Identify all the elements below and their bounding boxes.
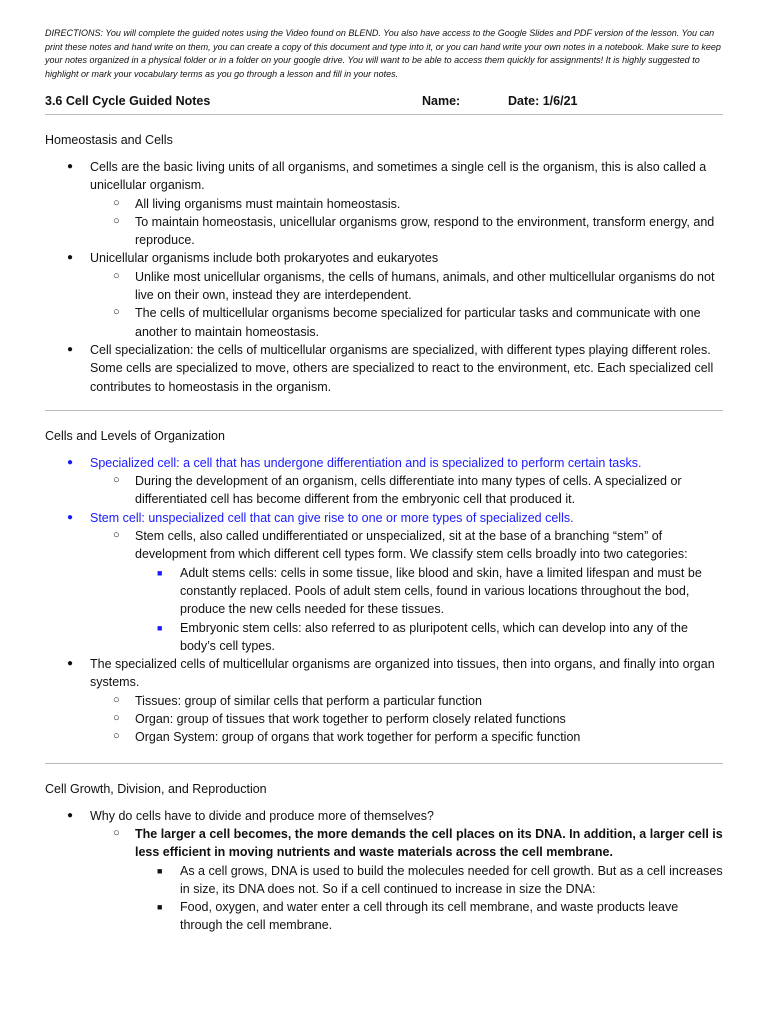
sub-sub-list-item (135, 862, 723, 899)
disc-bullet-icon: ● (67, 809, 74, 821)
sub-sub-bullet-list (135, 862, 723, 935)
sub-list-item-text: The cells of multicellular organisms become specialized for particular tasks and communicate with one another to maintain homeostasis. (135, 306, 701, 339)
square-bullet-icon: ■ (157, 865, 163, 876)
square-bullet-icon: ■ (157, 622, 163, 633)
sub-list-item-text: During the development of an organism, cells differentiate into many types of cells. A specialized or differentiated cell has become different from the embryonic cell that produced it. (135, 474, 682, 507)
circle-bullet-icon: ○ (113, 730, 120, 743)
sub-list-item-text: The larger a cell becomes, the more demands the cell places on its DNA. In addition, a larger cell is less efficient in moving nutrients and waste materials across the cell membrane. (135, 826, 723, 860)
sub-sub-list-item (135, 564, 723, 619)
sub-list-item (90, 527, 723, 655)
sub-bullet-list (90, 268, 723, 341)
sub-list-item (90, 692, 723, 710)
date-label: Date: 1/6/21 (508, 94, 578, 108)
disc-bullet-icon: ● (67, 343, 74, 355)
sub-bullet-list (90, 692, 723, 747)
circle-bullet-icon: ○ (113, 529, 120, 542)
list-item-text: The specialized cells of multicellular organisms are organized into tissues, then into organs, and finally into organ systems. (90, 657, 715, 690)
list-item-text: Cells are the basic living units of all organisms, and sometimes a single cell is the organism, this is also called a unicellular organism. (90, 160, 707, 193)
sub-list-item (90, 728, 723, 746)
sub-bullet-list (90, 527, 723, 655)
sub-bullet-list (90, 825, 723, 935)
section-heading-levels-of-organization: Cells and Levels of Organization (45, 428, 225, 443)
sub-list-item (90, 195, 723, 213)
sub-list-item-text: Unlike most unicellular organisms, the cells of humans, animals, and other multicellular organisms do not live on their own, instead they are interdependent. (135, 269, 715, 303)
circle-bullet-icon: ○ (113, 196, 120, 209)
bullet-list (45, 454, 723, 747)
list-item-text: Unicellular organisms include both prokaryotes and eukaryotes (90, 251, 439, 266)
name-label: Name: (422, 94, 461, 108)
list-item (45, 249, 723, 340)
disc-bullet-icon: ● (67, 658, 74, 670)
sub-bullet-list (90, 472, 723, 509)
directions-paragraph: DIRECTIONS: You will complete the guided notes using the Video found on BLEND. You also have access to the Google Slides and PDF version of the lesson. You can print these notes and hand write on them, you can create a copy of this document and type into it, or you can hand write your own notes in a notebook. Make sure to keep your notes organized in a physical folder or in a folder on your google drive. You will want to be able to access them quickly for assignments! It is highly suggested to highlight or mark your vocabulary terms as you go through a lesson and fill in your notes. (45, 28, 721, 79)
disc-bullet-icon: ● (67, 456, 74, 468)
list-item-vocabulary (45, 454, 723, 509)
sub-list-item-text: Stem cells, also called undifferentiated or unspecialized, sit at the base of a branching “stem” of development from which different cell types form. We classify stem cells broadly into two categories: (135, 529, 688, 562)
sub-sub-list-item (135, 619, 723, 656)
circle-bullet-icon: ○ (113, 306, 120, 319)
guided-notes-page (45, 27, 723, 935)
bullet-list (45, 807, 723, 935)
sub-list-item (90, 213, 723, 250)
bullet-list (45, 158, 723, 396)
sub-sub-list-item-text: Food, oxygen, and water enter a cell through its cell membrane, and waste products leave through the cell membrane. (180, 900, 679, 933)
sub-list-item-text: Organ System: group of organs that work together for perform a specific function (135, 730, 581, 745)
title-row (45, 94, 723, 114)
square-bullet-icon: ■ (157, 567, 163, 578)
circle-bullet-icon: ○ (113, 214, 120, 227)
sub-list-item-text: Tissues: group of similar cells that perform a particular function (135, 693, 482, 708)
circle-bullet-icon: ○ (113, 269, 120, 282)
list-item-vocabulary (45, 509, 723, 655)
sub-list-item (90, 268, 723, 305)
disc-bullet-icon: ● (67, 511, 74, 523)
vocabulary-term-text: Stem cell: unspecialized cell that can give rise to one or more types of specialized cells. (90, 510, 574, 525)
list-item (45, 655, 723, 746)
sub-sub-list-item-text: Adult stems cells: cells in some tissue, like blood and skin, have a limited lifespan and must be constantly replaced. Pools of adult stem cells, found in various locations throughout the bod, produce the new cells needed for these tissues. (180, 565, 702, 617)
sub-list-item-text: All living organisms must maintain homeostasis. (135, 196, 401, 211)
sub-list-item (90, 710, 723, 728)
vocabulary-term-text: Specialized cell: a cell that has undergone differentiation and is specialized to perform certain tasks. (90, 455, 642, 470)
list-item (45, 341, 723, 396)
list-item-text: Why do cells have to divide and produce more of themselves? (90, 808, 434, 823)
section-heading-cell-growth: Cell Growth, Division, and Reproduction (45, 781, 267, 796)
sub-sub-list-item (135, 898, 723, 935)
section-heading-homeostasis: Homeostasis and Cells (45, 133, 173, 147)
disc-bullet-icon: ● (67, 252, 74, 264)
circle-bullet-icon: ○ (113, 712, 120, 725)
list-item (45, 158, 723, 249)
list-item-text: Cell specialization: the cells of multicellular organisms are specialized, with different types playing different roles. Some cells are specialized to move, others are specialized to react to the environment, etc. Each specialized cell contributes to homeostasis in the organism. (90, 342, 714, 394)
sub-list-item (90, 472, 723, 509)
sub-list-item-text: To maintain homeostasis, unicellular organisms grow, respond to the environment, transform energy, and reproduce. (135, 214, 715, 248)
disc-bullet-icon: ● (67, 161, 74, 172)
circle-bullet-icon: ○ (113, 693, 120, 706)
square-bullet-icon: ■ (157, 902, 163, 913)
page-title: 3.6 Cell Cycle Guided Notes (45, 94, 211, 108)
sub-sub-list-item-text: Embryonic stem cells: also referred to as pluripotent cells, which can develop into any of the body’s cell types. (180, 620, 688, 653)
circle-bullet-icon: ○ (113, 826, 120, 839)
sub-list-item-text: Organ: group of tissues that work together to perform closely related functions (135, 712, 566, 727)
sub-sub-list-item-text: As a cell grows, DNA is used to build the molecules needed for cell growth. But as a cell increases in size, its DNA does not. So if a cell continued to increase in size the DNA: (180, 863, 723, 896)
list-item (45, 807, 723, 935)
circle-bullet-icon: ○ (113, 474, 120, 487)
sub-sub-bullet-list (135, 564, 723, 655)
sub-bullet-list (90, 195, 723, 250)
sub-list-item (90, 825, 723, 935)
sub-list-item (90, 304, 723, 341)
